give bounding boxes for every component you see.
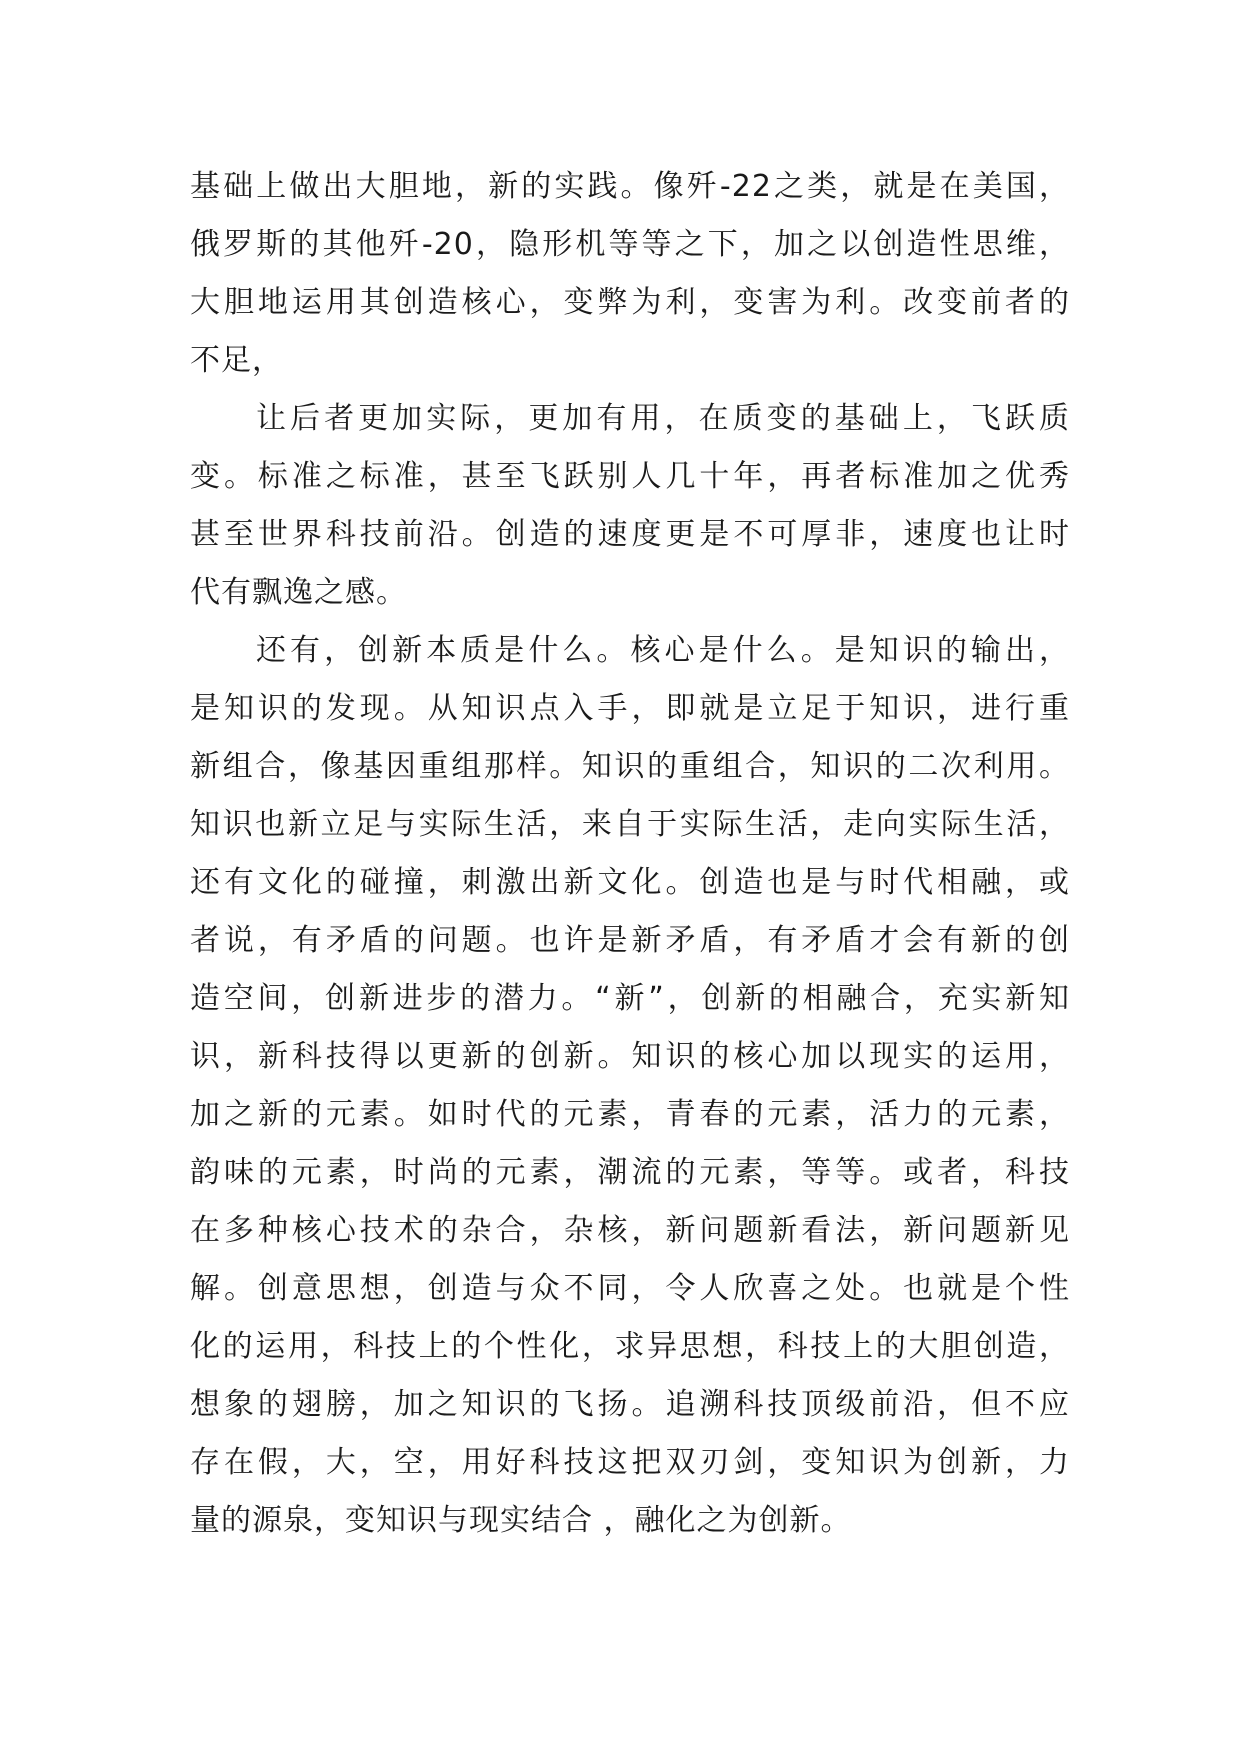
text-line: 新组合，像基因重组那样。知识的重组合，知识的二次利用。 [190, 749, 1070, 784]
text-line: 加之新的元素。如时代的元素，青春的元素，活力的元素， [190, 1097, 1070, 1132]
document-body [190, 158, 1070, 1550]
text-line: 识，新科技得以更新的创新。知识的核心加以现实的运用， [190, 1039, 1070, 1074]
paragraph-1 [190, 158, 1070, 390]
text-line: 量的源泉，变知识与现实结合 ，融化之为创新。 [190, 1503, 852, 1538]
text-line: 不足， [190, 343, 283, 378]
text-line: 解。创意思想，创造与众不同，令人欣喜之处。也就是个性 [190, 1271, 1070, 1306]
text-line: 韵味的元素，时尚的元素，潮流的元素，等等。或者，科技 [190, 1155, 1070, 1190]
text-line: 基础上做出大胆地，新的实践。像歼-22之类，就是在美国， [190, 169, 1070, 204]
text-line: 变。标准之标准，甚至飞跃别人几十年，再者标准加之优秀 [190, 459, 1070, 494]
text-line: 大胆地运用其创造核心，变弊为利，变害为利。改变前者的 [190, 285, 1070, 320]
text-line: 知识也新立足与实际生活，来自于实际生活，走向实际生活， [190, 807, 1070, 842]
text-line: 还有文化的碰撞，刺激出新文化。创造也是与时代相融，或 [190, 865, 1070, 900]
text-line: 想象的翅膀，加之知识的飞扬。追溯科技顶级前沿，但不应 [190, 1387, 1070, 1422]
text-line: 者说，有矛盾的问题。也许是新矛盾，有矛盾才会有新的创 [190, 923, 1070, 958]
text-line: 在多种核心技术的杂合，杂核，新问题新看法，新问题新见 [190, 1213, 1070, 1248]
text-line: 化的运用，科技上的个性化，求异思想，科技上的大胆创造， [190, 1329, 1070, 1364]
text-line: 还有，创新本质是什么。核心是什么。是知识的输出， [256, 633, 1070, 668]
text-line: 让后者更加实际，更加有用，在质变的基础上，飞跃质 [256, 401, 1070, 436]
paragraph-2 [190, 390, 1070, 622]
paragraph-3 [190, 622, 1070, 1550]
text-line: 俄罗斯的其他歼-20，隐形机等等之下，加之以创造性思维， [190, 227, 1070, 262]
text-line: 代有飘逸之感。 [190, 575, 407, 610]
text-line: 存在假，大，空，用好科技这把双刃剑，变知识为创新，力 [190, 1445, 1070, 1480]
text-line: 造空间，创新进步的潜力。“新”，创新的相融合，充实新知 [190, 981, 1070, 1016]
text-line: 是知识的发现。从知识点入手，即就是立足于知识，进行重 [190, 691, 1070, 726]
text-line: 甚至世界科技前沿。创造的速度更是不可厚非，速度也让时 [190, 517, 1070, 552]
